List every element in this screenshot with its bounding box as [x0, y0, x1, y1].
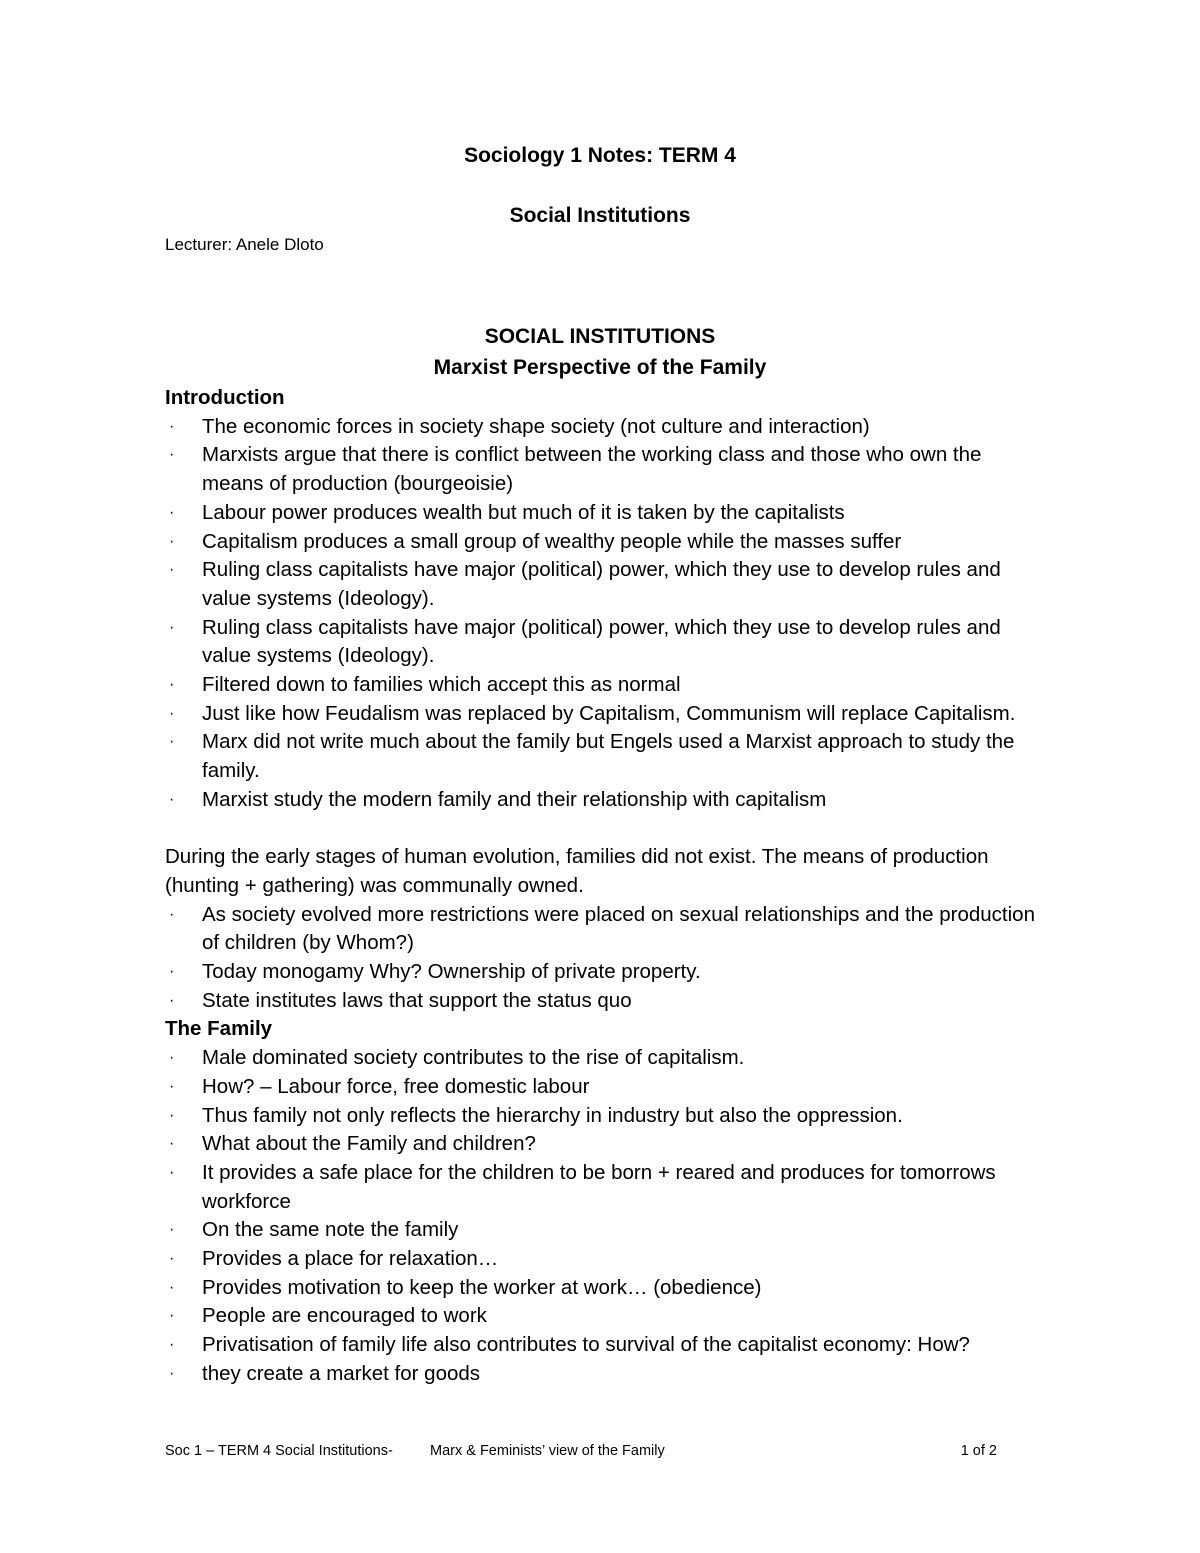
document-title: Sociology 1 Notes: TERM 4: [464, 144, 736, 167]
bullet-icon: ·: [169, 1336, 175, 1354]
bullet-item: [165, 614, 1045, 671]
bullet-item: [165, 1302, 1045, 1331]
bullet-icon: ·: [169, 1364, 175, 1382]
bullet-icon: ·: [169, 733, 175, 751]
bullet-text: People are encouraged to work: [202, 1304, 487, 1328]
bullet-text: Marxist study the modern family and their relationship with capitalism: [202, 787, 827, 811]
bullet-icon: ·: [169, 963, 175, 981]
lecturer-line: Lecturer: Anele Dloto: [165, 235, 324, 254]
footer-course: Soc 1 – TERM 4 Social Institutions-: [165, 1443, 393, 1459]
footer-topic: Marx & Feminists’ view of the Family: [430, 1443, 665, 1459]
bullet-item: [165, 1274, 1045, 1303]
bullet-item: [165, 1331, 1045, 1360]
bullet-text: State institutes laws that support the status quo: [202, 988, 632, 1012]
introduction-list: [165, 413, 1045, 815]
bullet-icon: ·: [169, 1049, 175, 1067]
bullet-text: Provides a place for relaxation…: [202, 1247, 499, 1271]
bullet-text: Thus family not only reflects the hierarchy in industry but also the oppression.: [202, 1103, 903, 1127]
bullet-icon: ·: [169, 532, 175, 550]
bullet-text: On the same note the family: [202, 1218, 459, 1242]
bullet-item: [165, 1159, 1045, 1216]
bullet-icon: ·: [169, 561, 175, 579]
bullet-icon: ·: [169, 1250, 175, 1268]
bullet-text: What about the Family and children?: [202, 1132, 536, 1156]
bullet-item: [165, 1130, 1045, 1159]
bullet-item: [165, 556, 1045, 613]
bullet-icon: ·: [169, 1307, 175, 1325]
bullet-icon: ·: [169, 790, 175, 808]
bullet-icon: ·: [169, 1221, 175, 1239]
bullet-text: they create a market for goods: [202, 1361, 481, 1385]
bullet-text: Marxists argue that there is conflict between the working class and those who own the means of production (bourgeoisie): [202, 443, 982, 496]
bullet-icon: ·: [169, 1135, 175, 1153]
evolution-paragraph: During the early stages of human evolution, families did not exist. The means of production (hunting + gathering) was communally owned.: [165, 845, 989, 897]
bullet-item: [165, 1245, 1045, 1274]
bullet-item: [165, 1216, 1045, 1245]
bullet-icon: ·: [169, 417, 175, 435]
bullet-icon: ·: [169, 676, 175, 694]
section-subtitle: Marxist Perspective of the Family: [433, 356, 767, 379]
page-number: 1 of 2: [960, 1443, 997, 1459]
bullet-item: [165, 958, 1045, 987]
bullet-item: [165, 671, 1045, 700]
bullet-item: [165, 901, 1045, 958]
document-body: [165, 384, 1045, 1389]
bullet-text: Marx did not write much about the family but Engels used a Marxist approach to study the family.: [202, 730, 1015, 783]
bullet-item: [165, 1360, 1045, 1389]
bullet-text: Ruling class capitalists have major (political) power, which they use to develop rules and value systems (Ideology).: [202, 558, 1001, 610]
family-list: [165, 1044, 1045, 1388]
bullet-text: Just like how Feudalism was replaced by Capitalism, Communism will replace Capitalism.: [202, 701, 1016, 725]
section-title: SOCIAL INSTITUTIONS: [484, 325, 716, 348]
bullet-icon: ·: [169, 1106, 175, 1124]
bullet-text: How? – Labour force, free domestic labour: [202, 1074, 590, 1098]
bullet-icon: ·: [169, 1278, 175, 1296]
bullet-text: As society evolved more restrictions were placed on sexual relationships and the production of children (by Whom?): [202, 902, 1035, 955]
bullet-icon: ·: [169, 1077, 175, 1095]
bullet-text: Capitalism produces a small group of wealthy people while the masses suffer: [202, 529, 902, 553]
family-heading: The Family: [165, 1017, 273, 1041]
bullet-item: [165, 528, 1045, 557]
bullet-item: [165, 728, 1045, 785]
introduction-heading: Introduction: [165, 386, 285, 409]
bullet-text: Privatisation of family life also contributes to survival of the capitalist economy: How?: [202, 1333, 970, 1357]
bullet-item: [165, 700, 1045, 729]
bullet-icon: ·: [169, 704, 175, 722]
bullet-item: [165, 1044, 1045, 1073]
bullet-item: [165, 499, 1045, 528]
bullet-item: [165, 413, 1045, 442]
bullet-icon: ·: [169, 503, 175, 521]
bullet-icon: ·: [169, 991, 175, 1009]
bullet-text: Labour power produces wealth but much of it is taken by the capitalists: [202, 500, 845, 524]
bullet-text: Male dominated society contributes to the rise of capitalism.: [202, 1046, 745, 1070]
bullet-item: [165, 786, 1045, 815]
evolution-list: [165, 901, 1045, 1016]
bullet-icon: ·: [169, 446, 175, 464]
bullet-text: It provides a safe place for the children to be born + reared and produces for tomorrows workforce: [202, 1160, 996, 1213]
bullet-item: [165, 987, 1045, 1016]
bullet-text: The economic forces in society shape society (not culture and interaction): [202, 414, 870, 438]
bullet-icon: ·: [169, 905, 175, 923]
bullet-text: Today monogamy Why? Ownership of private property.: [202, 960, 701, 984]
bullet-item: [165, 1102, 1045, 1131]
bullet-icon: ·: [169, 1163, 175, 1181]
bullet-icon: ·: [169, 618, 175, 636]
bullet-item: [165, 1073, 1045, 1102]
bullet-text: Filtered down to families which accept this as normal: [202, 673, 681, 697]
bullet-text: Ruling class capitalists have major (political) power, which they use to develop rules and value systems (Ideology).: [202, 615, 1001, 668]
bullet-item: [165, 441, 1045, 498]
bullet-text: Provides motivation to keep the worker at work… (obedience): [202, 1275, 762, 1299]
document-subtitle: Social Institutions: [509, 204, 691, 227]
